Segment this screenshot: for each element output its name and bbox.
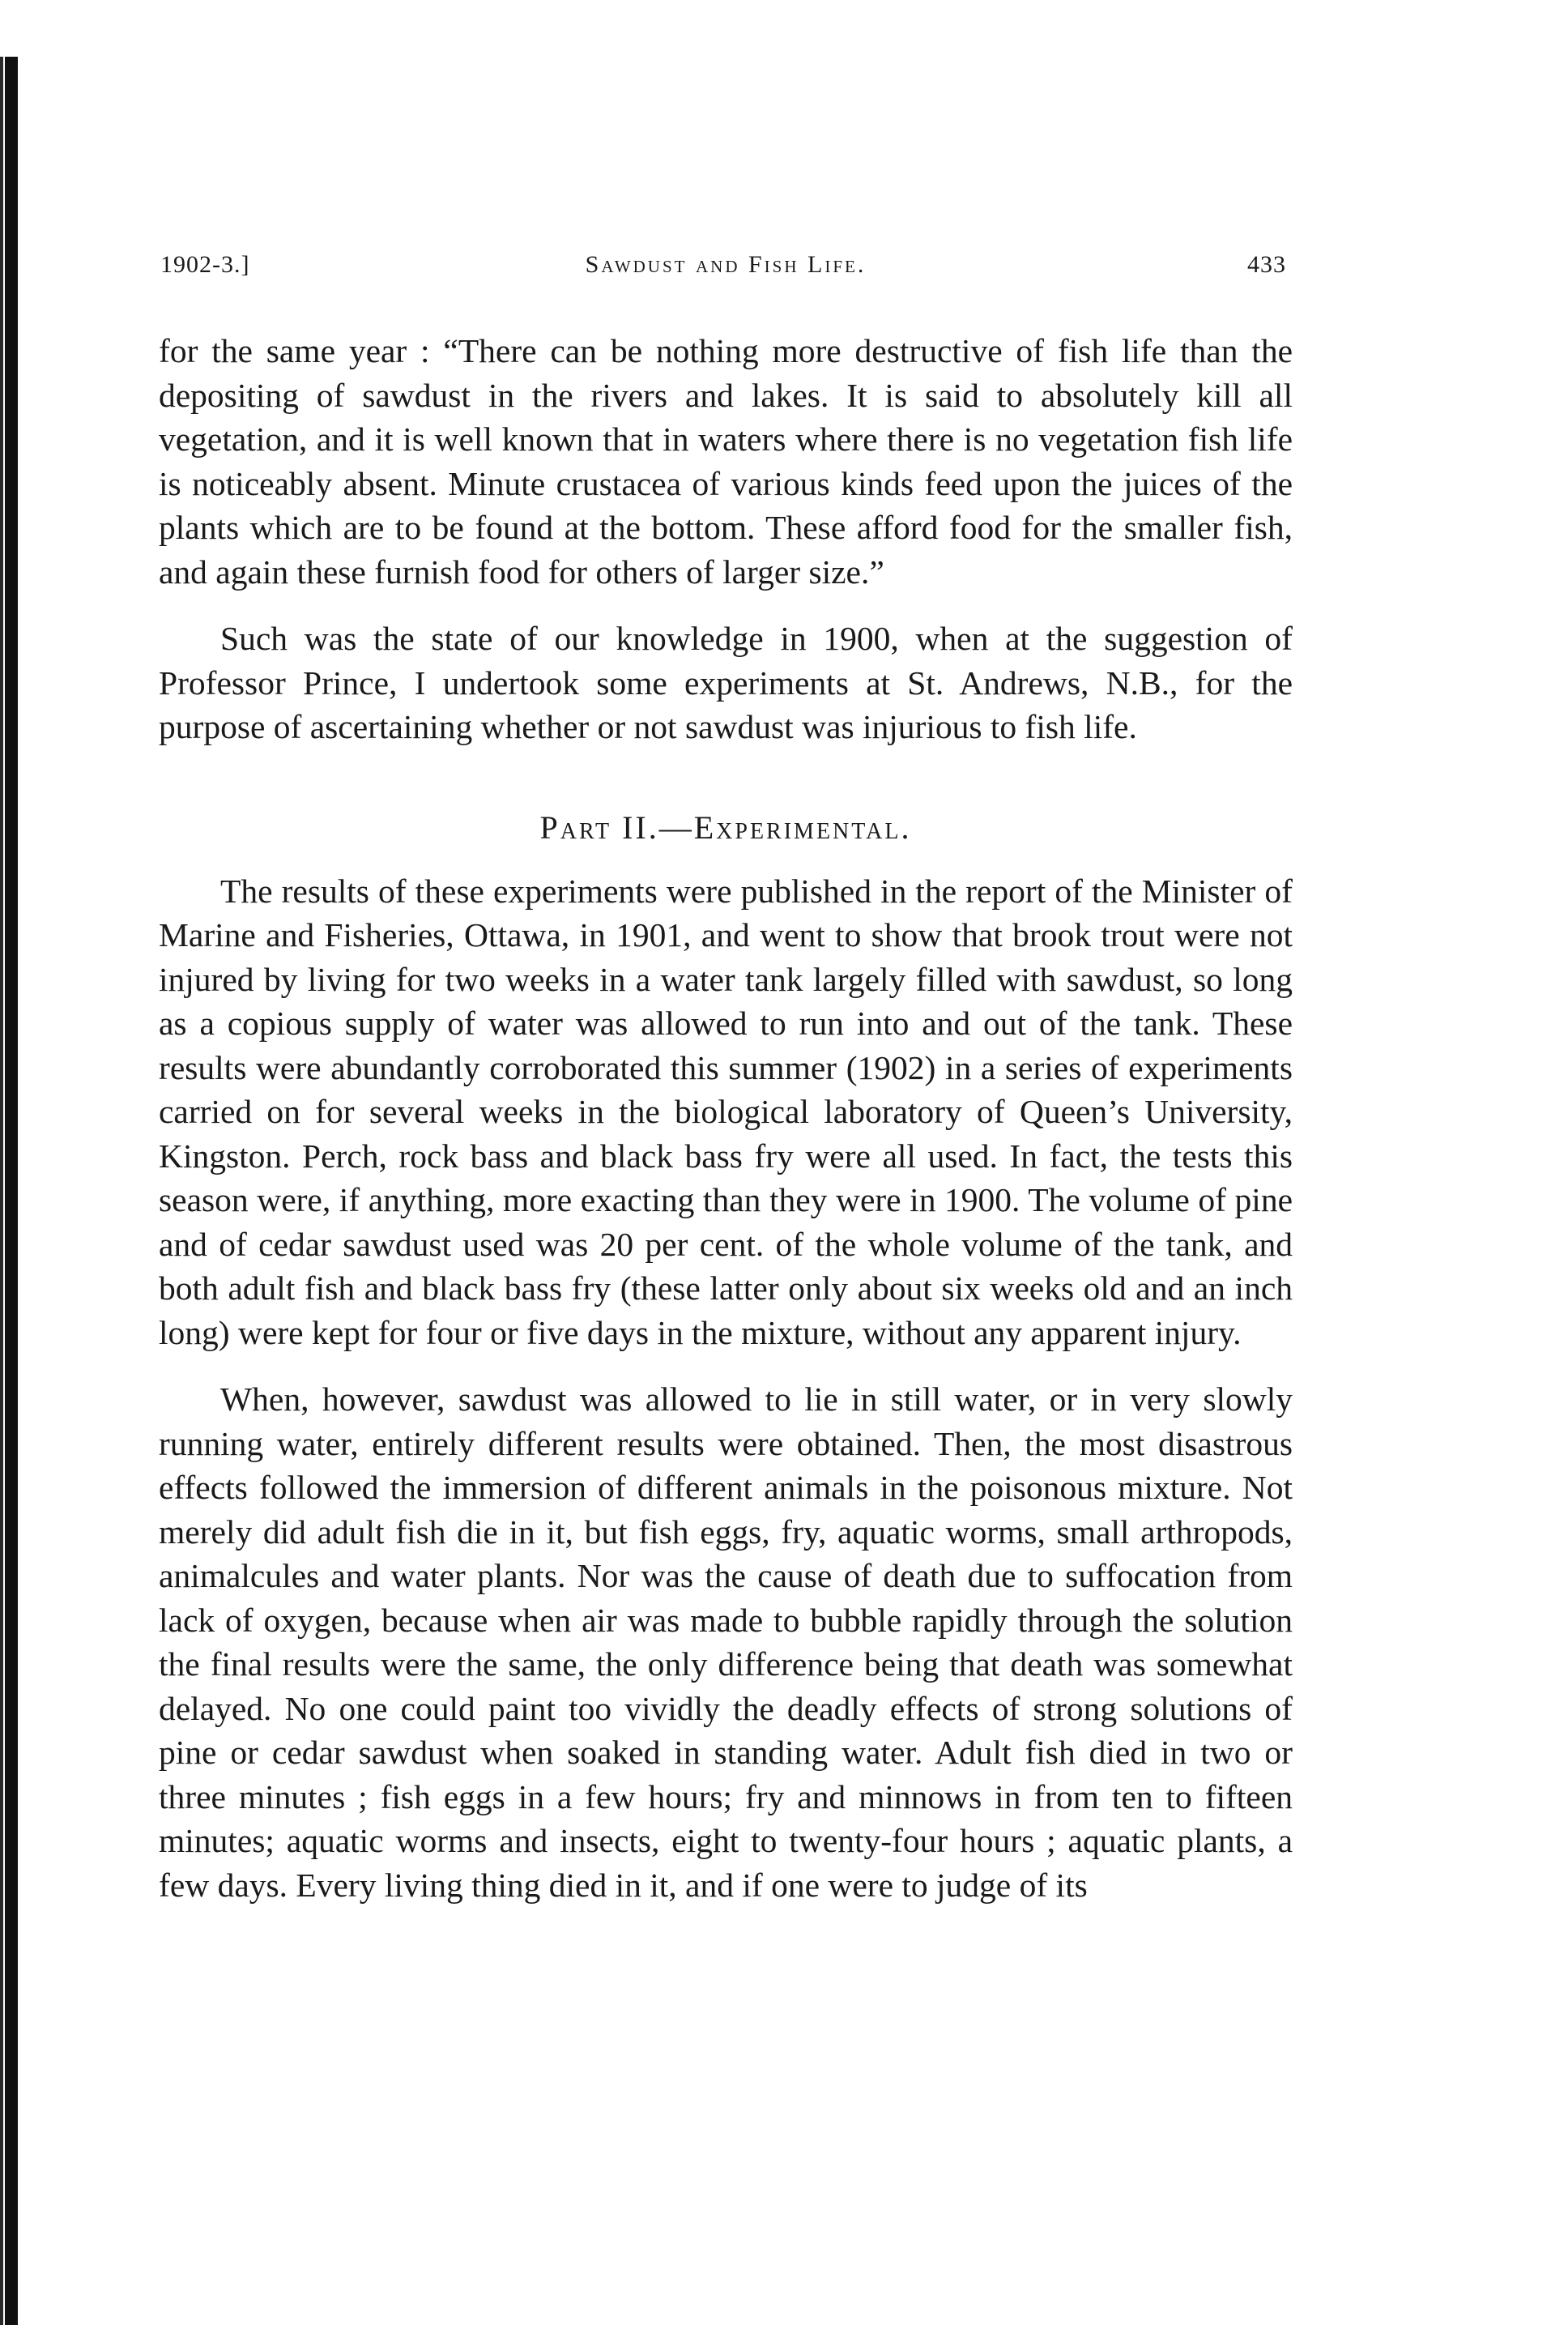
paragraph-still-water-results: When, however, sawdust was allowed to lie in still water, or in very slowly running water, entirely different results were obtained. Then, the most disastrous effects followed the immersion of different animals in the poisonous mixture. Not merely did adult fish die in it, but fish eggs, fry, aquatic worms, small arthropods, animalcules and water plants. Nor was the cause of death due to suffocation from lack of oxygen, because when air was made to bubble rapidly through the solution the final results were the same, the only difference being that death was somewhat delayed. No one could paint too vividly the deadly effects of strong solutions of pine or cedar sawdust when soaked in standing water. Adult fish died in two or three minutes ; fish eggs in a few hours; fry and minnows in from ten to fifteen minutes; aquatic worms and insects, eight to twenty-four hours ; aquatic plants, a few days. Every living thing died in it, and if one were to judge of its bbox=[159, 1380, 1293, 1904]
paragraph-experiment-results: The results of these experiments were published in the report of the Minister of Marine and Fisheries, Ottawa, in 1901, and went to show that brook trout were not injured by living for two weeks in a water tank largely filled with sawdust, so long as a copious supply of water was allowed to run into and out of the tank. These results were abundantly corroborated this summer (1902) in a series of experiments carried on for several weeks in the biological laboratory of Queen’s University, Kingston. Perch, rock bass and black bass fry were all used. In fact, the tests this season were, if anything, more exacting than they were in 1900. The volume of pine and of cedar sawdust used was 20 per cent. of the whole volume of the tank, and both adult fish and black bass fry (these latter only about six weeks old and an inch long) were kept for four or five days in the mixture, without any apparent injury. bbox=[159, 872, 1293, 1351]
running-head-title: Sawdust and Fish Life. bbox=[585, 251, 867, 278]
body-text bbox=[159, 329, 1293, 1907]
running-head-volume: 1902-3.] bbox=[160, 251, 250, 278]
running-head bbox=[159, 251, 1293, 300]
scan-binding-edge bbox=[5, 57, 18, 2325]
section-heading: Part II.—Experimental. bbox=[539, 808, 912, 846]
document-page bbox=[159, 251, 1293, 1930]
scan-binding-edge-thin bbox=[0, 57, 3, 2325]
page-number: 433 bbox=[1247, 251, 1286, 278]
paragraph-state-of-knowledge: Such was the state of our knowledge in 1900, when at the suggestion of Professor Prince, I undertook some experiments at St. Andrews, N.B., for the purpose of ascertaining whether or not sawdust was injurious to fish life. bbox=[159, 620, 1293, 745]
paragraph-quote-continuation: for the same year : “There can be nothing more destructive of fish life than the depositing of sawdust in the rivers and lakes. It is said to absolutely kill all vegetation, and it is well known that in waters where there is no vegetation fish life is noticeably absent. Minute crustacea of various kinds feed upon the juices of the plants which are to be found at the bottom. These afford food for the smaller fish, and again these furnish food for others of larger size.” bbox=[159, 332, 1293, 591]
